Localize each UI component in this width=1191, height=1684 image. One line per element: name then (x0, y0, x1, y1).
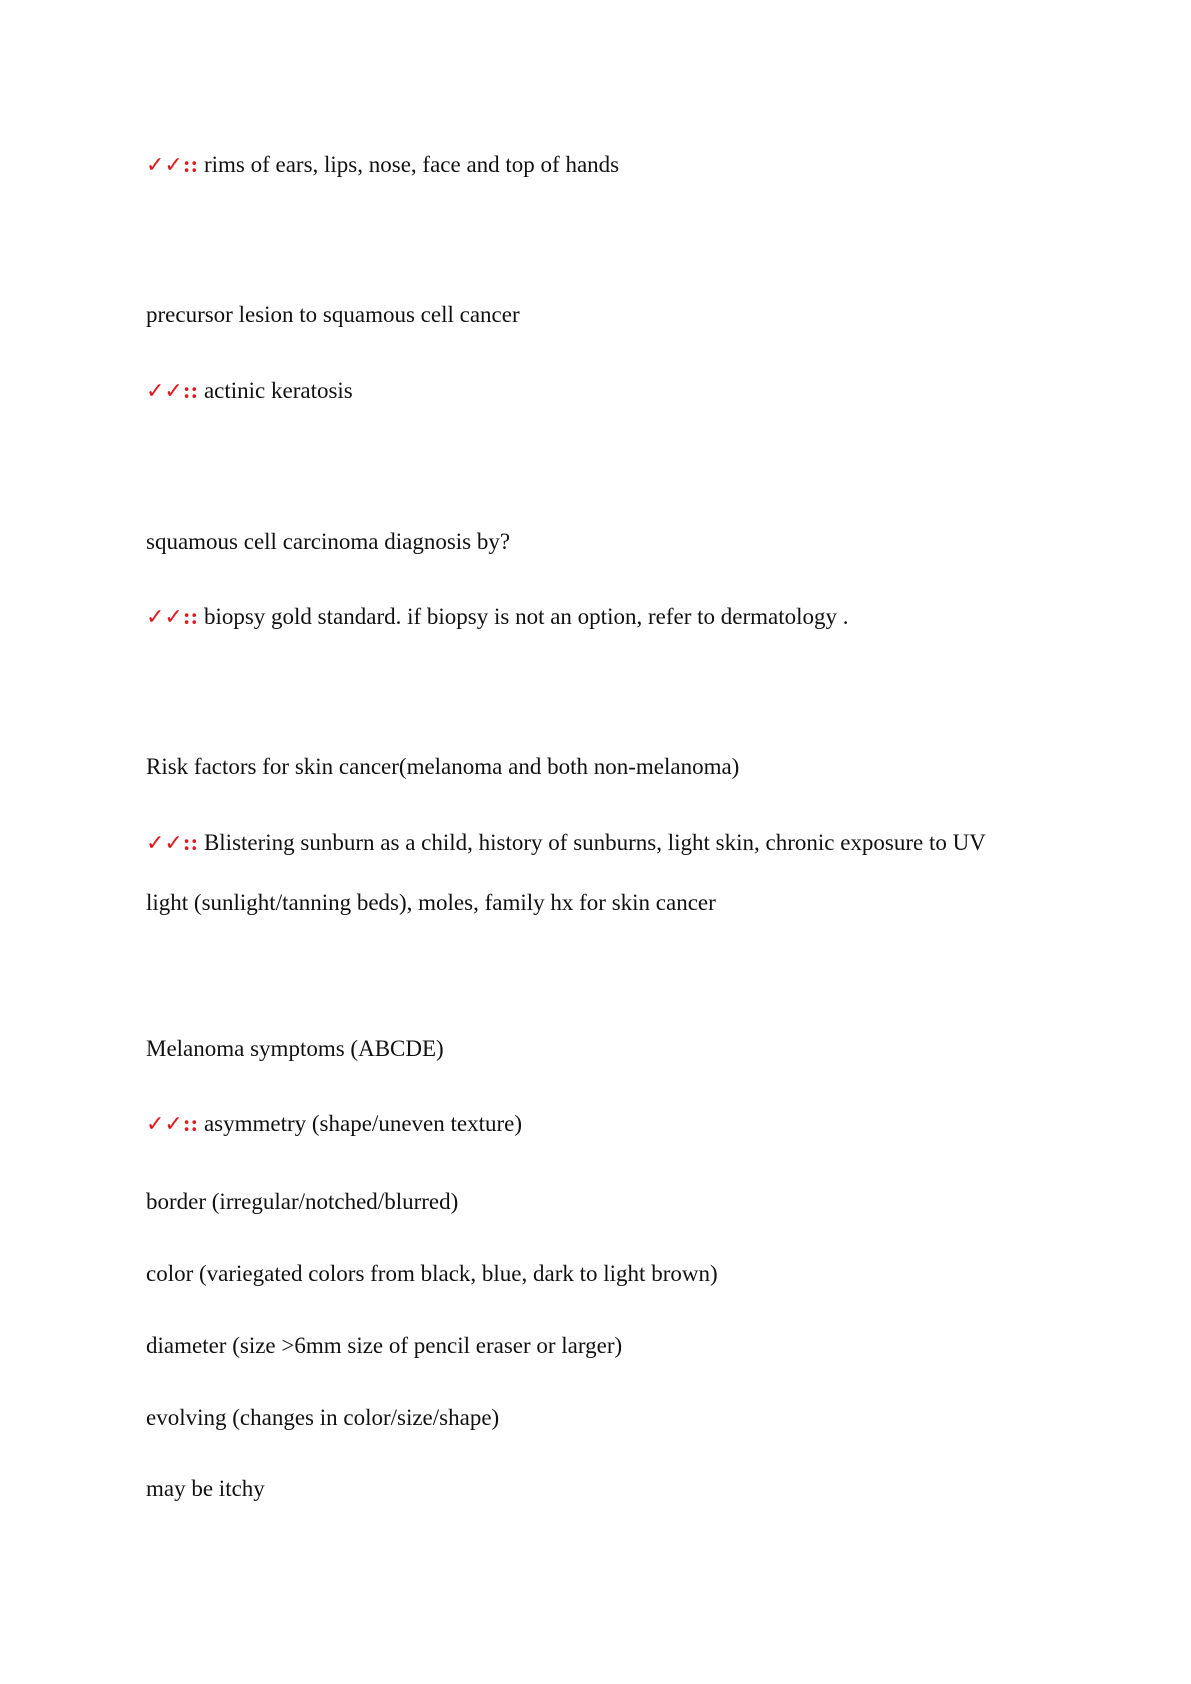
answer-continuation-line: diameter (size >6mm size of pencil eraser or larger) (146, 1333, 623, 1358)
answer-line (146, 1109, 522, 1140)
question-line: squamous cell carcinoma diagnosis by? (146, 529, 511, 554)
answer-line (146, 376, 353, 407)
question-line: Melanoma symptoms (ABCDE) (146, 1036, 444, 1061)
checkmark-icon: ✓✓ (146, 379, 183, 404)
answer-text: asymmetry (shape/uneven texture) (203, 1111, 522, 1136)
question-line: Risk factors for skin cancer(melanoma and both non-melanoma) (146, 754, 740, 779)
answer-continuation-line: may be itchy (146, 1476, 265, 1501)
answer-text: Blistering sunburn as a child, history of sunburns, light skin, chronic exposure to UV (203, 830, 986, 855)
answer-line (146, 150, 619, 181)
answer-continuation-line: light (sunlight/tanning beds), moles, family hx for skin cancer (146, 890, 716, 915)
checkmark-icon: ✓✓ (146, 831, 183, 856)
answer-line (146, 602, 849, 633)
answer-text: rims of ears, lips, nose, face and top of hands (203, 152, 620, 177)
answer-separator: :: (182, 1111, 199, 1136)
answer-text: biopsy gold standard. if biopsy is not an option, refer to dermatology . (203, 604, 849, 629)
answer-separator: :: (182, 830, 199, 855)
answer-continuation-line: evolving (changes in color/size/shape) (146, 1405, 500, 1430)
answer-continuation-line: border (irregular/notched/blurred) (146, 1189, 459, 1214)
question-line: precursor lesion to squamous cell cancer (146, 302, 520, 327)
answer-line (146, 828, 986, 859)
answer-text: actinic keratosis (203, 378, 353, 403)
answer-separator: :: (182, 604, 199, 629)
checkmark-icon: ✓✓ (146, 1112, 183, 1137)
answer-continuation-line: color (variegated colors from black, blue, dark to light brown) (146, 1261, 718, 1286)
answer-separator: :: (182, 152, 199, 177)
answer-separator: :: (182, 378, 199, 403)
checkmark-icon: ✓✓ (146, 605, 183, 630)
checkmark-icon: ✓✓ (146, 153, 183, 178)
